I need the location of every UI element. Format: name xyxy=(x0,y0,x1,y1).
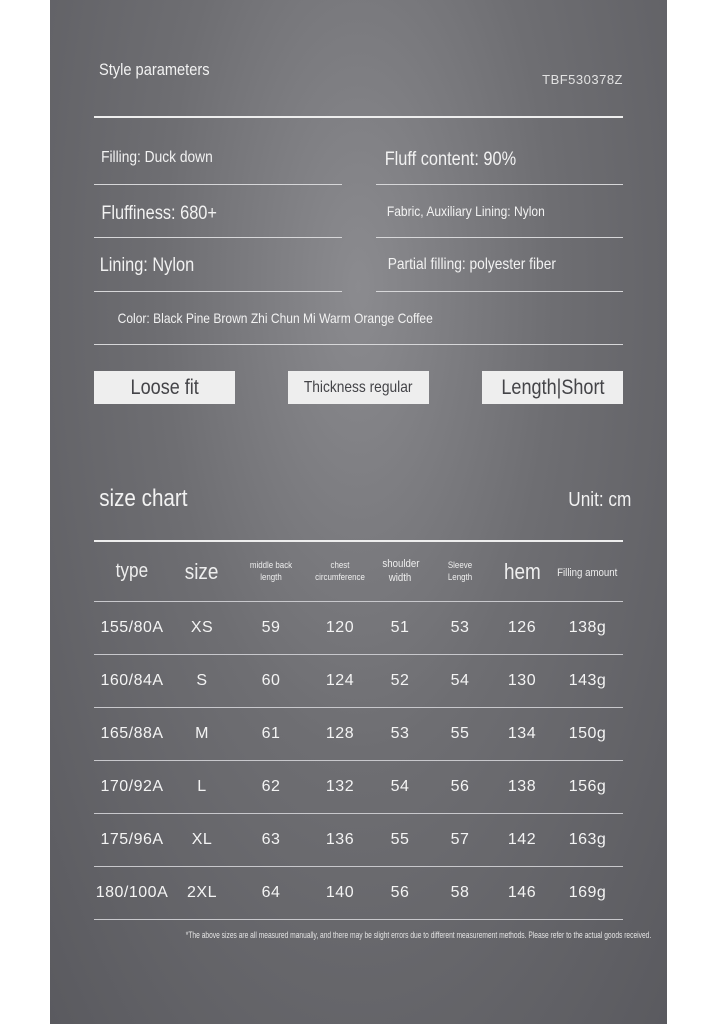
param-divider xyxy=(376,184,623,185)
cell-shoulder: 51 xyxy=(372,602,428,655)
param-filling: Filling: Duck down xyxy=(101,149,213,166)
cell-sleeve: 53 xyxy=(428,602,492,655)
table-row xyxy=(94,867,623,920)
cell-chest: 128 xyxy=(308,708,372,761)
size-table xyxy=(94,542,623,920)
cell-hem: 130 xyxy=(492,655,552,708)
header-shoulder-width: shoulder width xyxy=(372,542,428,602)
cell-size: S xyxy=(170,655,234,708)
param-fluff-content: Fluff content: 90% xyxy=(384,149,517,170)
cell-size: XS xyxy=(170,602,234,655)
header-filling-amount: Filling amount xyxy=(552,542,623,602)
cell-chest: 124 xyxy=(308,655,372,708)
cell-filling: 156g xyxy=(552,761,623,814)
cell-filling: 138g xyxy=(552,602,623,655)
param-divider xyxy=(376,237,623,238)
cell-back-length: 59 xyxy=(234,602,308,655)
param-divider xyxy=(94,184,342,185)
cell-chest: 120 xyxy=(308,602,372,655)
cell-back-length: 60 xyxy=(234,655,308,708)
header-size: size xyxy=(170,542,234,602)
product-code: TBF530378Z xyxy=(542,72,623,87)
cell-hem: 142 xyxy=(492,814,552,867)
cell-chest: 132 xyxy=(308,761,372,814)
cell-hem: 126 xyxy=(492,602,552,655)
cell-type: 175/96A xyxy=(94,814,170,867)
table-row xyxy=(94,655,623,708)
param-color: Color: Black Pine Brown Zhi Chun Mi Warm Orange Coffee xyxy=(117,310,433,326)
cell-type: 170/92A xyxy=(94,761,170,814)
header-chest-circumference: chest circumference xyxy=(308,542,372,602)
cell-back-length: 64 xyxy=(234,867,308,920)
page-title: Style parameters xyxy=(98,60,210,79)
table-row xyxy=(94,814,623,867)
tag-length: Length|Short xyxy=(482,371,623,404)
cell-back-length: 62 xyxy=(234,761,308,814)
cell-shoulder: 52 xyxy=(372,655,428,708)
param-fabric: Fabric, Auxiliary Lining: Nylon xyxy=(386,203,545,219)
table-row xyxy=(94,602,623,655)
cell-hem: 134 xyxy=(492,708,552,761)
cell-shoulder: 55 xyxy=(372,814,428,867)
cell-size: M xyxy=(170,708,234,761)
cell-filling: 143g xyxy=(552,655,623,708)
cell-chest: 136 xyxy=(308,814,372,867)
size-chart-title: size chart xyxy=(99,485,188,512)
tag-thickness: Thickness regular xyxy=(288,371,429,404)
size-chart-unit: Unit: cm xyxy=(567,489,631,511)
cell-filling: 150g xyxy=(552,708,623,761)
cell-type: 165/88A xyxy=(94,708,170,761)
cell-type: 180/100A xyxy=(94,867,170,920)
cell-shoulder: 56 xyxy=(372,867,428,920)
cell-hem: 138 xyxy=(492,761,552,814)
param-divider xyxy=(376,291,623,292)
cell-size: 2XL xyxy=(170,867,234,920)
cell-size: XL xyxy=(170,814,234,867)
measurement-note: *The above sizes are all measured manually, and there may be slight errors due to different measurement methods. Please refer to the actual goods received. xyxy=(185,930,652,940)
header-hem: hem xyxy=(492,542,552,602)
header-middle-back-length: middle back length xyxy=(234,542,308,602)
param-divider xyxy=(94,291,342,292)
cell-shoulder: 53 xyxy=(372,708,428,761)
cell-shoulder: 54 xyxy=(372,761,428,814)
cell-sleeve: 55 xyxy=(428,708,492,761)
param-lining: Lining: Nylon xyxy=(99,255,195,276)
title-divider xyxy=(94,116,623,118)
param-divider xyxy=(94,237,342,238)
param-partial-filling: Partial filling: polyester fiber xyxy=(387,256,556,273)
cell-hem: 146 xyxy=(492,867,552,920)
param-divider xyxy=(94,344,623,345)
cell-filling: 169g xyxy=(552,867,623,920)
header-sleeve-length: Sleeve Length xyxy=(428,542,492,602)
cell-back-length: 63 xyxy=(234,814,308,867)
cell-sleeve: 54 xyxy=(428,655,492,708)
table-row xyxy=(94,761,623,814)
spec-panel xyxy=(50,0,667,1024)
table-header-row xyxy=(94,542,623,602)
param-fluffiness: Fluffiness: 680+ xyxy=(101,203,217,224)
header-type: type xyxy=(94,542,170,602)
cell-sleeve: 58 xyxy=(428,867,492,920)
cell-size: L xyxy=(170,761,234,814)
cell-type: 160/84A xyxy=(94,655,170,708)
cell-filling: 163g xyxy=(552,814,623,867)
cell-sleeve: 56 xyxy=(428,761,492,814)
cell-chest: 140 xyxy=(308,867,372,920)
cell-type: 155/80A xyxy=(94,602,170,655)
cell-back-length: 61 xyxy=(234,708,308,761)
tag-fit: Loose fit xyxy=(94,371,235,404)
cell-sleeve: 57 xyxy=(428,814,492,867)
table-row xyxy=(94,708,623,761)
